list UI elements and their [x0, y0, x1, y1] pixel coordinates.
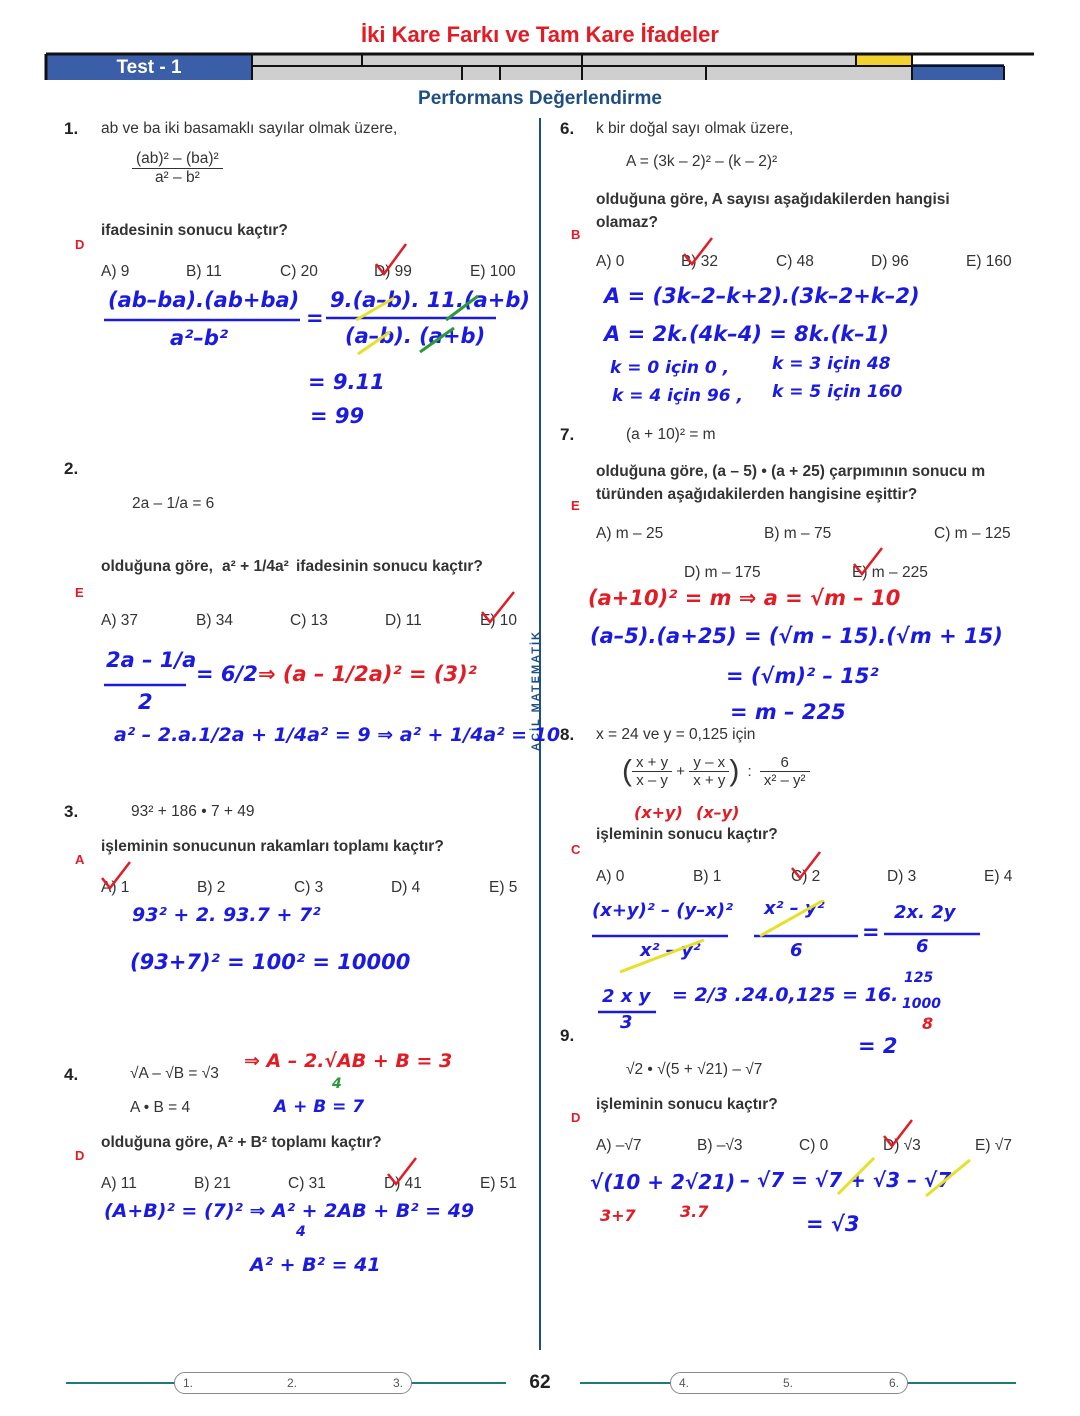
option-e[interactable]: E) 100 — [470, 263, 516, 280]
work-line: k = 5 için 160 — [772, 382, 903, 402]
work-line: = — [862, 920, 880, 944]
option-a[interactable]: A) 0 — [596, 253, 625, 270]
work-line: 9.(a–b). 11.(a+b) — [330, 288, 530, 312]
work-line: A = 2k.(4k–4) = 8k.(k–1) — [604, 322, 889, 346]
expr-c-numerator: 6 — [760, 754, 810, 772]
work-line: ⇒ (a – 1/2a)² = (3)² — [258, 662, 477, 686]
question-expression: √2 • √(5 + √21) – √7 — [626, 1061, 763, 1078]
option-d[interactable]: D) 4 — [391, 879, 421, 896]
question-intro: ab ve ba iki basamaklı sayılar olmak üzere, — [101, 120, 398, 137]
option-a[interactable]: A) 11 — [101, 1175, 137, 1192]
work-line: 4 — [332, 1076, 342, 1092]
marked-answer: D — [75, 1148, 85, 1163]
work-line: k = 3 için 48 — [772, 354, 891, 374]
option-b[interactable]: B) 11 — [186, 263, 222, 280]
option-c[interactable]: C) 0 — [799, 1137, 829, 1154]
option-d[interactable]: D) 41 — [384, 1175, 422, 1192]
footer-pill-right — [670, 1372, 908, 1394]
work-line: 4 — [296, 1224, 306, 1240]
option-b[interactable]: B) 32 — [681, 253, 719, 270]
checkmark-icon — [880, 1116, 916, 1152]
option-b[interactable]: B) 34 — [196, 612, 234, 629]
question-text: olduğuna göre, A² + B² toplamı kaçtır? — [101, 1134, 382, 1151]
work-line: (x+y)² – (y–x)² — [592, 900, 733, 921]
question-number: 6. — [560, 119, 575, 138]
option-b[interactable]: B) 21 — [194, 1175, 232, 1192]
option-e[interactable]: E) 51 — [480, 1175, 518, 1192]
question-number: 8. — [560, 725, 575, 744]
option-c[interactable]: C) 31 — [288, 1175, 326, 1192]
question-expression-2: A • B = 4 — [130, 1099, 191, 1116]
question-text: işleminin sonucu kaçtır? — [596, 1096, 778, 1113]
marked-answer: B — [571, 227, 581, 242]
side-brand: ACİL MATEMATİK — [530, 630, 542, 751]
work-line: = √3 — [806, 1212, 860, 1236]
work-line: = 2/3 .24.0,125 = 16. — [672, 984, 899, 1006]
option-a[interactable]: A) –√7 — [596, 1137, 642, 1154]
question-expression: 2a – 1/a = 6 — [132, 495, 215, 512]
marked-answer: D — [571, 1110, 581, 1125]
marked-answer: C — [571, 842, 581, 857]
fraction-bar — [104, 683, 188, 687]
red-note: (x–y) — [696, 803, 740, 822]
option-a[interactable]: A) 1 — [101, 879, 130, 896]
work-line: 93² + 2. 93.7 + 7² — [132, 904, 321, 926]
expr-b-numerator: y – x — [689, 754, 729, 772]
checkmark-icon — [384, 1154, 420, 1190]
red-note: (x+y) — [634, 803, 683, 822]
option-c[interactable]: C) 13 — [290, 612, 328, 629]
expr-a-denominator: x – y — [636, 772, 668, 789]
section-subtitle: Performans Değerlendirme — [418, 88, 662, 109]
work-line: = 6/2 — [196, 662, 258, 686]
option-a[interactable]: A) 37 — [101, 612, 139, 629]
question-expression — [132, 150, 223, 187]
footer-pill-item: 4. — [679, 1376, 690, 1390]
question-text: olduğuna göre, A sayısı aşağıdakilerden hangisi olamaz? — [596, 191, 950, 231]
expr-numerator: (ab)² – (ba)² — [132, 150, 223, 169]
option-c[interactable]: C) m – 125 — [934, 525, 1011, 542]
work-line: 2a – 1/a — [106, 648, 197, 672]
work-line: = 9.11 — [308, 370, 385, 394]
work-line: a²–b² — [170, 326, 229, 350]
expr-denominator: a² – b² — [154, 169, 200, 186]
option-e[interactable]: E) m – 225 — [852, 564, 928, 581]
work-line: A = (3k–2–k+2).(3k–2+k–2) — [604, 284, 920, 308]
option-c[interactable]: C) 2 — [791, 868, 821, 885]
option-d[interactable]: D) √3 — [883, 1137, 921, 1154]
work-line: = (√m)² – 15² — [726, 664, 879, 688]
option-c[interactable]: C) 48 — [776, 253, 814, 270]
option-d[interactable]: D) 3 — [887, 868, 917, 885]
work-line: √(10 + 2√21) — [590, 1170, 736, 1194]
question-expression: A = (3k – 2)² – (k – 2)² — [626, 153, 778, 170]
option-a[interactable]: A) 9 — [101, 263, 130, 280]
work-line: (ab–ba).(ab+ba) — [108, 288, 300, 312]
option-b[interactable]: B) –√3 — [697, 1137, 743, 1154]
work-line: (A+B)² = (7)² ⇒ A² + 2AB + B² = 49 — [104, 1200, 475, 1222]
cancel-strokes — [830, 1150, 980, 1200]
question-intro: k bir doğal sayı olmak üzere, — [596, 120, 794, 137]
marked-answer: E — [75, 585, 84, 600]
page-number: 62 — [529, 1372, 551, 1393]
option-e[interactable]: E) 160 — [966, 253, 1012, 270]
question-text: olduğuna göre, (a – 5) • (a + 25) çarpımının sonucu m türünden aşağıdakilerden hangisine eşittir? — [596, 463, 986, 503]
work-line: 2x. 2y — [894, 902, 956, 923]
work-line: (a–b). (a+b) — [345, 324, 486, 348]
work-line: (a–5).(a+25) = (√m – 15).(√m + 15) — [590, 624, 1003, 648]
option-e[interactable]: E) 5 — [489, 879, 518, 896]
footer-pill-item: 6. — [889, 1376, 900, 1390]
option-d[interactable]: D) 11 — [385, 612, 422, 629]
option-e[interactable]: E) √7 — [975, 1137, 1012, 1154]
marked-answer: E — [571, 498, 580, 513]
expr-c-denominator: x² – y² — [763, 772, 806, 789]
expr-a-numerator: x + y — [632, 754, 672, 772]
red-note: 3+7 — [600, 1206, 636, 1225]
work-line: 125 — [904, 970, 934, 986]
option-d[interactable]: D) 99 — [374, 263, 412, 280]
option-a[interactable]: A) m – 25 — [596, 525, 664, 542]
option-d[interactable]: D) m – 175 — [684, 564, 761, 581]
option-a[interactable]: A) 0 — [596, 868, 625, 885]
work-line: = 99 — [310, 404, 365, 428]
checkmark-icon — [680, 234, 719, 270]
work-line: – √7 = √7 + √3 – √7 — [740, 1168, 952, 1192]
question-number: 2. — [64, 459, 79, 478]
page-title: İki Kare Farkı ve Tam Kare İfadeler — [361, 22, 719, 47]
work-line: = 2 — [858, 1034, 898, 1058]
work-line: x² – y² — [640, 940, 701, 961]
option-b[interactable]: B) 1 — [693, 868, 722, 885]
marked-answer: A — [75, 852, 85, 867]
checkmark-icon — [370, 240, 410, 280]
footer-pill-item: 3. — [393, 1376, 404, 1390]
question-expression-inline: a² + 1/4a² — [222, 558, 289, 575]
question-expression: ( $\frac{x + y}{x - y}$ + $\frac{y - x}{x + y}$ ) : $\frac{6}{\text{x² – y²}}$ — [622, 754, 810, 789]
fraction-bar — [104, 318, 300, 322]
expr-b-denominator: x + y — [693, 772, 726, 789]
work-line: ⇒ A – 2.√AB + B = 3 — [244, 1050, 453, 1072]
work-line: 3 — [620, 1012, 633, 1033]
option-e[interactable]: E) 10 — [480, 612, 518, 629]
question-text: işleminin sonucu kaçtır? — [596, 826, 778, 843]
question-expression: (a + 10)² = m — [626, 426, 716, 443]
red-note: 3.7 — [680, 1202, 709, 1221]
footer-pill-item: 2. — [287, 1376, 298, 1390]
option-b[interactable]: B) 2 — [197, 879, 226, 896]
question-text: ifadesinin sonucu kaçtır? — [101, 222, 288, 239]
work-line: 6 — [916, 936, 929, 957]
work-line: a² – 2.a.1/2a + 1/4a² = 9 ⇒ a² + 1/4a² = 10 — [114, 724, 561, 746]
question-text: işleminin sonucunun rakamları toplamı kaçtır? — [101, 838, 444, 855]
work-line: 6 — [790, 940, 803, 961]
work-line: = m – 225 — [730, 700, 846, 724]
question-expression: √A – √B = √3 — [130, 1065, 219, 1082]
work-line: x² – y² — [764, 898, 825, 919]
question-number: 9. — [560, 1026, 575, 1045]
work-line: A + B = 7 — [274, 1097, 365, 1117]
question-number: 7. — [560, 425, 575, 444]
work-line: (93+7)² = 100² = 10000 — [130, 950, 411, 974]
question-number: 3. — [64, 802, 79, 821]
work-line: k = 0 için 0 , — [610, 358, 730, 378]
question-number: 1. — [64, 119, 79, 138]
checkmark-icon — [788, 848, 824, 884]
option-c[interactable]: C) 20 — [280, 263, 318, 280]
cancel-strokes — [610, 900, 830, 980]
work-line: 2 — [138, 690, 153, 714]
option-b[interactable]: B) m – 75 — [764, 525, 832, 542]
header-bar-yellow — [856, 54, 912, 66]
footer-pill-item: 5. — [783, 1376, 794, 1390]
test-label: Test - 1 — [116, 57, 182, 78]
cancel-strokes — [350, 290, 500, 360]
checkmark-icon — [850, 544, 886, 580]
question-text-pre: olduğuna göre, — [101, 558, 213, 575]
work-line: = — [306, 306, 324, 330]
option-e[interactable]: E) 4 — [984, 868, 1013, 885]
question-intro: x = 24 ve y = 0,125 için — [596, 726, 756, 743]
question-text-post: ifadesinin sonucu kaçtır? — [296, 558, 483, 575]
fraction-bar — [884, 932, 982, 936]
work-line: A² + B² = 41 — [250, 1254, 381, 1276]
option-c[interactable]: C) 3 — [294, 879, 324, 896]
work-line: 1000 — [902, 996, 941, 1012]
checkmark-icon — [98, 858, 134, 894]
question-number: 4. — [64, 1065, 79, 1084]
work-line: (a+10)² = m ⇒ a = √m – 10 — [588, 586, 901, 610]
marked-answer: D — [75, 237, 85, 252]
work-line: 2 x y — [602, 986, 651, 1007]
work-line: k = 4 için 96 , — [612, 386, 743, 406]
question-expression: 93² + 186 • 7 + 49 — [131, 803, 255, 820]
footer-pill-left — [174, 1372, 412, 1394]
red-note: 8 — [922, 1014, 934, 1033]
option-d[interactable]: D) 96 — [871, 253, 909, 270]
footer-pill-item: 1. — [183, 1376, 194, 1390]
checkmark-icon — [476, 588, 520, 628]
